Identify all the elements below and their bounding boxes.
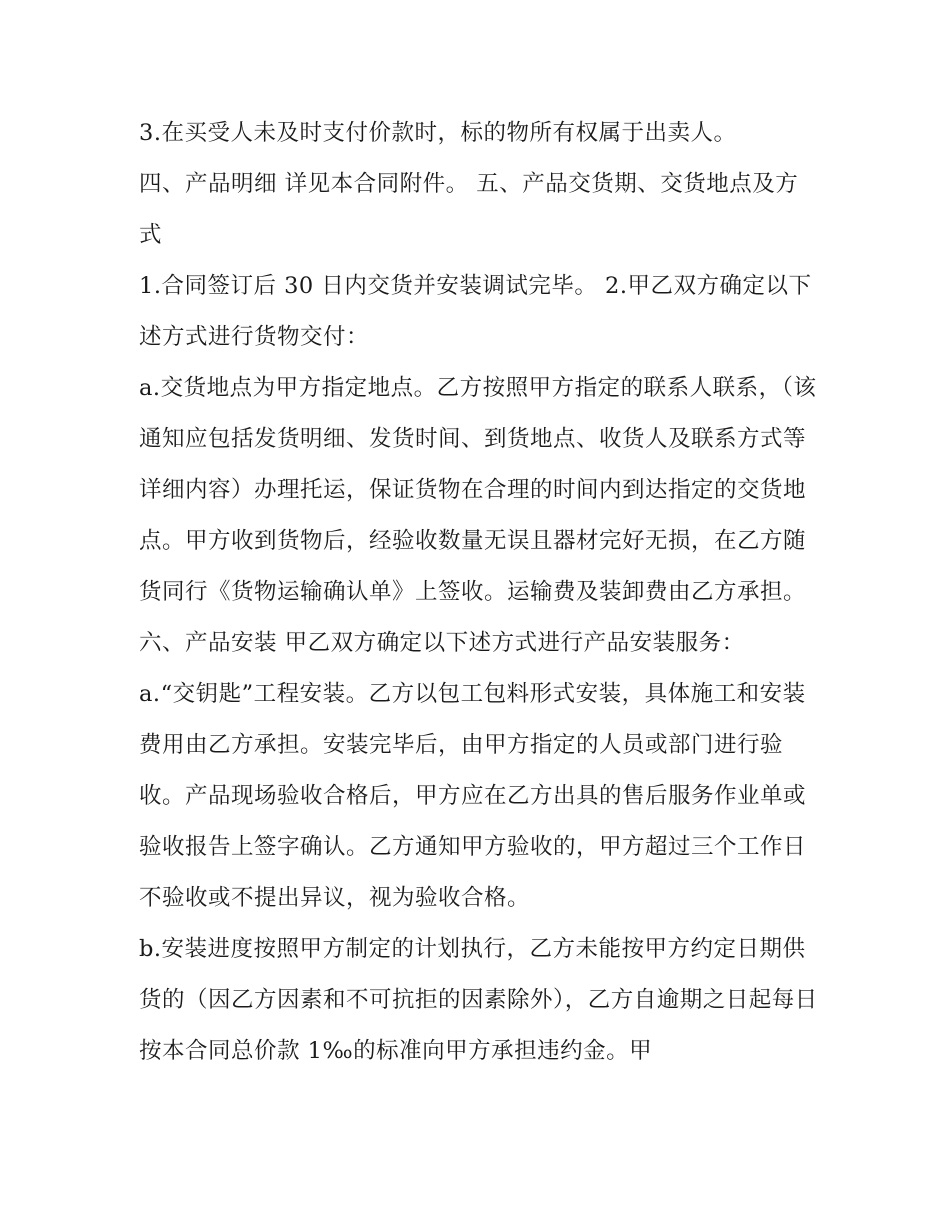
paragraph-delivery-terms: 1.合同签订后 30 日内交货并安装调试完毕。 2.甲乙双方确定以下述方式进行货物交付： [139, 273, 812, 350]
document-page [139, 108, 819, 1077]
paragraph-section-4-5-heading: 四、产品明细 详见本合同附件。 五、产品交货期、交货地点及方式 [139, 171, 799, 248]
paragraph-installation-schedule: b.安装进度按照甲方制定的计划执行，乙方未能按甲方约定日期供货的（因乙方因素和不可抗拒的因素除外），乙方自逾期之日起每日按本合同总价款 1‰的标准向甲方承担违约金。甲 [139, 936, 818, 1064]
paragraph-ownership-clause: 3.在买受人未及时支付价款时，标的物所有权属于出卖人。 [139, 120, 737, 146]
paragraph-delivery-location: a.交货地点为甲方指定地点。乙方按照甲方指定的联系人联系，（该通知应包括发货明细、发货时间、到货地点、收货人及联系方式等详细内容）办理托运，保证货物在合理的时间内到达指定的交货地点。甲方收到货物后，经验收数量无误且器材完好无损，在乙方随货同行《货物运输确认单》上签收。运输费及装卸费由乙方承担。 [139, 375, 817, 605]
paragraph-turnkey-installation: a.“交钥匙”工程安装。乙方以包工包料形式安装，具体施工和安装费用由乙方承担。安装完毕后，由甲方指定的人员或部门进行验收。产品现场验收合格后，甲方应在乙方出具的售后服务作业单或验收报告上签字确认。乙方通知甲方验收的，甲方超过三个工作日不验收或不提出异议，视为验收合格。 [139, 681, 807, 911]
paragraph-section-6-heading: 六、产品安装 甲乙双方确定以下述方式进行产品安装服务： [139, 630, 745, 656]
